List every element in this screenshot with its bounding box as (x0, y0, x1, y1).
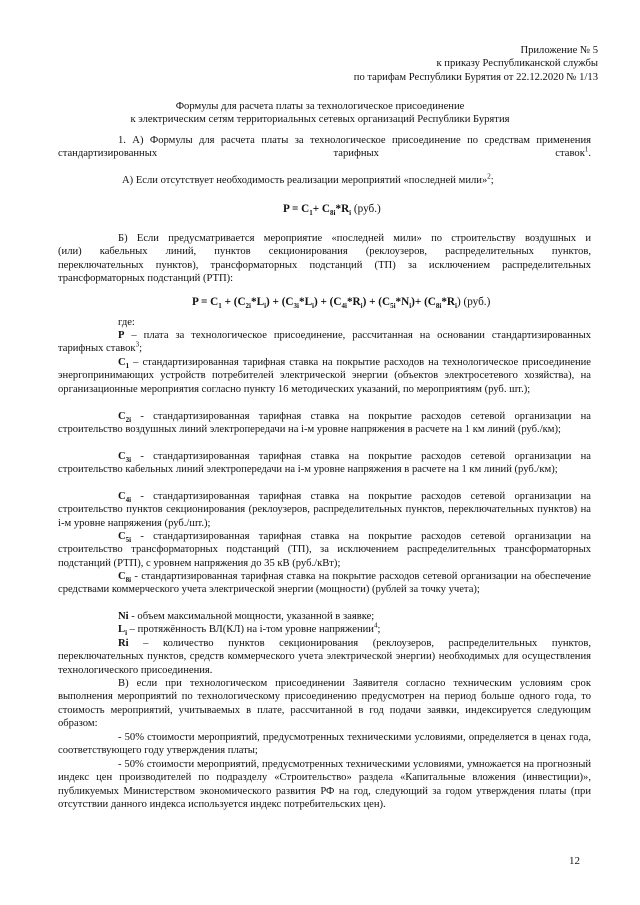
header-block (354, 44, 598, 84)
def-c8: $C_{8i}$ - стандартизированная тарифная ставка на покрытие расходов сетевой организации на обеспечение средствами коммерческого учета электрической энергии (мощности) (рублей за точку учета); (58, 571, 591, 596)
formula-2: $P = C_1 + (C_{2i}*L_i) + (C_{3i}*L_i) + (C_{4i}*R_i) + (C_{5i}*N_i)+ (C_{8i}*R_i)$ (руб.) (192, 296, 491, 311)
header-line-3: по тарифам Республики Бурятия от 22.12.2020 № 1/13 (353, 71, 598, 83)
def-c5: $C_{5i}$ - стандартизированная тарифная ставка на покрытие расходов сетевой организации на строительство трансформаторных подстанций (ТП), за исключением распределительных трансформаторных подстанций (РТП), с уровнем напряжения до 35 кВ (руб./кВт); (58, 531, 591, 569)
header-line-2: к приказу Республиканской службы (436, 58, 598, 70)
section-1-heading: 1. А) Формулы для расчета платы за технологическое присоединение по средствам применения стандартизированных тарифных ставок$^1$. (58, 135, 591, 160)
where-label: где: (118, 317, 135, 328)
clause-v-item-2: - 50% стоимости мероприятий, предусмотренных техническими условиями, умножается на прогнозный индекс цен производителей по подразделу «Строительство» раздела «Капитальные вложения (инвестиции)», публикуемых Министерством экономического развития РФ на год, следующий за годом утверждения платы (при отсутствии данного индекса используется индекс потребительских цен). (58, 759, 591, 810)
clause-a: А) Если отсутствует необходимость реализации мероприятий «последней мили»$^2$; (122, 172, 494, 186)
def-c3: $C_{3i}$ - стандартизированная тарифная ставка на покрытие расходов сетевой организации на строительство кабельных линий электропередачи на i-м уровне напряжения в расчете на 1 км линий (руб./км); (58, 451, 591, 476)
clause-v-item-1: - 50% стоимости мероприятий, предусмотренных техническими условиями, определяется в ценах года, соответствующего году утверждения платы; (58, 732, 591, 757)
def-c2: $C_{2i}$ - стандартизированная тарифная ставка на покрытие расходов сетевой организации на строительство воздушных линий электропередачи на i-м уровне напряжения в расчете на 1 км линий (руб./км); (58, 411, 591, 436)
def-c4: $C_{4i}$ - стандартизированная тарифная ставка на покрытие расходов сетевой организации на строительство пунктов секционирования (реклоузеров, распределительных пунктов, переключательных пунктов) на i-м уровне напряжения (руб./шт.); (58, 491, 591, 529)
formula-1: $P = C_1+ C_{8i}*R_i$ (руб.) (283, 203, 381, 218)
def-p: P – плата за технологическое присоединение, рассчитанная на основании стандартизированных тарифных ставок$^3$; (58, 330, 591, 355)
clause-b: Б) Если предусматривается мероприятие «последней мили» по строительству воздушных и (или) кабельных линий, пунктов секционирования (реклоузеров, распределительных пунктов, переключательных пунктов), трансформаторных подстанций (ТП) за исключением распределительных трансформаторных подстанций (РТП): (58, 233, 591, 284)
def-ni: Ni - объем максимальной мощности, указанной в заявке; (118, 611, 375, 622)
title-line-2: к электрическим сетям территориальных сетевых организаций Республики Бурятия (130, 114, 510, 126)
document-title (60, 100, 580, 127)
def-c1: $C_1$ – стандартизированная тарифная ставка на покрытие расходов на технологическое присоединение энергопринимающих устройств потребителей электрической энергии (объектов электросетевого хозяйства), на организационные мероприятия согласно пункту 16 методических указаний, по мероприятиям (руб. шт.); (58, 357, 591, 395)
def-ri: Ri – количество пунктов секционирования (реклоузеров, распределительных пунктов, переключательных пунктов, средств коммерческого учета электрической энергии) необходимых для осуществления технологического присоединения. (58, 638, 591, 676)
page-number: 12 (569, 855, 580, 867)
header-line-1: Приложение № 5 (520, 45, 598, 56)
clause-v: В) если при технологическом присоединении Заявителя согласно техническим условиям срок выполнения мероприятий по технологическому присоединению предусмотрен на период больше одного года, то стоимость мероприятий, учитываемых в плате, рассчитанной в год подачи заявки, индексируется следующим образом: (58, 678, 591, 729)
title-line-1: Формулы для расчета платы за технологическое присоединение (175, 101, 465, 112)
footnote-ref: 1 (584, 145, 589, 154)
footnote-ref: 2 (487, 172, 491, 181)
def-li: $L_i$ – протяжённость ВЛ(КЛ) на i-том уровне напряжении$^4$; (118, 621, 381, 638)
